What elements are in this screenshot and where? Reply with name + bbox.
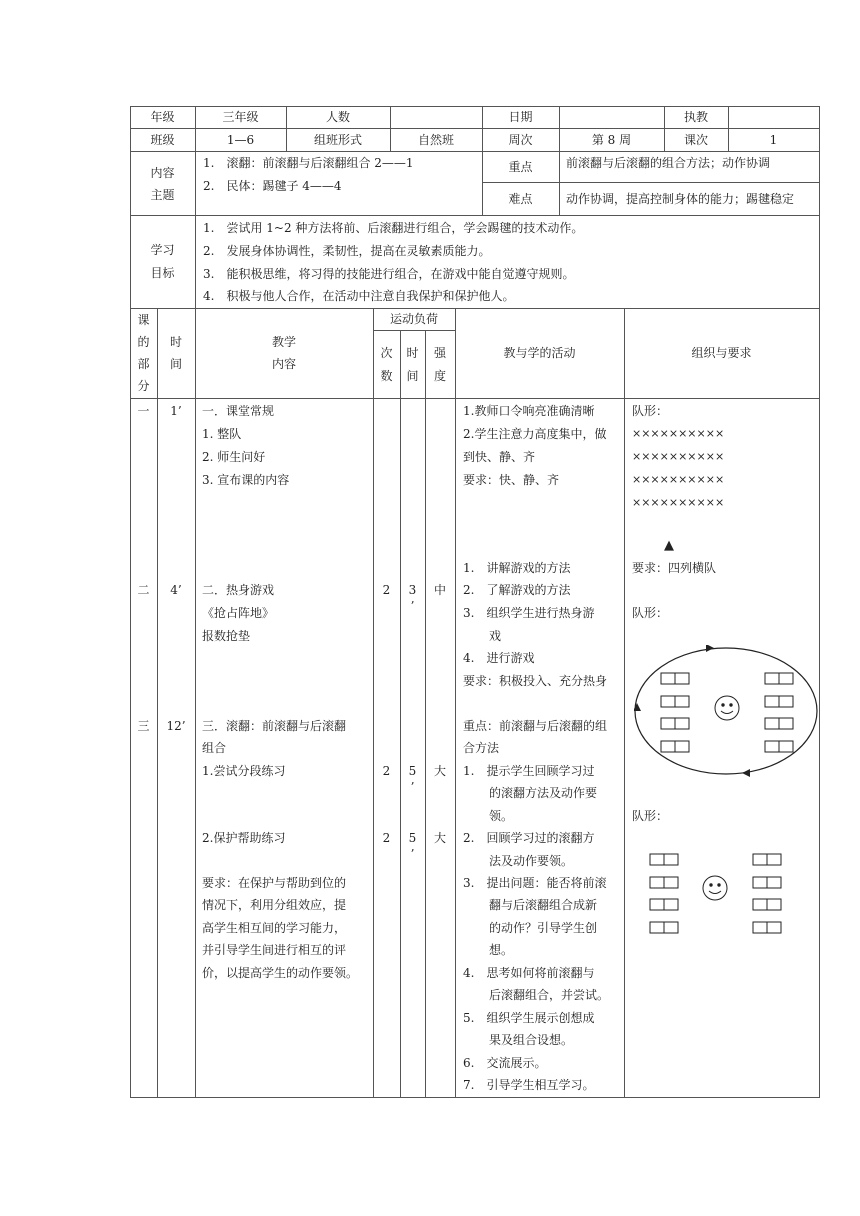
org-label: 组班形式 [313, 133, 362, 147]
load-intensity: 大 [433, 764, 446, 778]
content-item: 1. 滚翻：前滚翻与后滚翻组合 2——1 [203, 156, 414, 170]
goal-item: 4. 积极与他人合作，在活动中注意自我保护和保护他人。 [203, 289, 515, 303]
grade-value: 三年级 [222, 110, 259, 124]
activity-line: 的动作？引导学生创 [489, 921, 598, 935]
load-duration: 5 [408, 764, 417, 778]
load-duration-mark: ’ [410, 847, 415, 861]
activity-line: 5. 组织学生展示创想成 [463, 1011, 595, 1025]
col-part: 的 [137, 335, 150, 349]
activity-line: 果及组合设想。 [489, 1033, 574, 1047]
group-formation-diagram [646, 850, 786, 940]
col-load: 运动负荷 [389, 312, 438, 326]
col-load-time: 间 [406, 369, 419, 383]
col-content: 内容 [271, 357, 296, 371]
rule [157, 308, 158, 1098]
col-load-time: 时 [406, 346, 419, 360]
col-part: 分 [137, 379, 150, 393]
section-time: 12’ [166, 719, 186, 733]
content-label: 内容 [150, 166, 175, 180]
mat-group-right [765, 673, 793, 752]
rule [455, 308, 456, 1098]
mat-group-left [661, 673, 689, 752]
load-duration: 5 [408, 831, 417, 845]
activity-line: 合方法 [463, 741, 500, 755]
difficulty-value: 动作协调，提高控制身体的能力；踢毽稳定 [566, 192, 795, 206]
circle-formation-diagram [634, 645, 820, 777]
formation-row: ×××××××××× [632, 427, 725, 440]
section-part: 二 [137, 583, 150, 597]
activity-line: 到快、静、齐 [463, 450, 536, 464]
section-content: 三．滚翻：前滚翻与后滚翻 [202, 719, 347, 733]
section-content: 报数抢垫 [202, 629, 251, 643]
activity-line: 2. 了解游戏的方法 [463, 583, 571, 597]
formation-label: 队形： [632, 809, 669, 823]
activity-line: 2. 回顾学习过的滚翻方 [463, 831, 595, 845]
teacher-label: 执教 [683, 110, 708, 124]
goals-label: 目标 [150, 266, 175, 280]
col-load-count: 次 [380, 346, 393, 360]
formation-requirement: 要求：四列横队 [632, 561, 717, 575]
key-point-label: 重点 [508, 160, 533, 174]
col-content: 教学 [271, 335, 296, 349]
activity-line: 6. 交流展示。 [463, 1056, 547, 1070]
formation-row: ×××××××××× [632, 496, 725, 509]
rule [195, 151, 196, 1098]
activity-line: 4. 思考如何将前滚翻与 [463, 966, 595, 980]
rule [559, 106, 560, 215]
load-count: 2 [382, 764, 391, 778]
col-load-intensity: 强 [433, 346, 446, 360]
activity-line: 要求：快、静、齐 [463, 473, 560, 487]
difficulty-label: 难点 [508, 192, 533, 206]
rule [130, 128, 820, 129]
week-value: 第 8 周 [591, 133, 632, 147]
rule [130, 106, 820, 107]
rule [130, 151, 820, 152]
date-label: 日期 [508, 110, 533, 124]
col-time: 间 [169, 357, 182, 371]
rule [624, 308, 625, 1098]
section-content: 二．热身游戏 [202, 583, 275, 597]
activity-line: 的滚翻方法及动作要 [489, 786, 598, 800]
section-content: 1. 整队 [202, 427, 242, 441]
load-count: 2 [382, 831, 391, 845]
col-time: 时 [169, 335, 182, 349]
col-part: 课 [137, 313, 150, 327]
formation-label: 队形： [632, 404, 669, 418]
load-intensity: 中 [433, 583, 446, 597]
section-content: 1.尝试分段练习 [202, 764, 286, 778]
load-duration-mark: ’ [410, 599, 415, 613]
load-intensity: 大 [433, 831, 446, 845]
activity-line: 戏 [489, 629, 502, 643]
section-content: 组合 [202, 741, 227, 755]
col-org: 组织与要求 [691, 346, 752, 360]
formation-label: 队形： [632, 606, 669, 620]
goal-item: 3. 能积极思维，将习得的技能进行组合，在游戏中能自觉遵守规则。 [203, 267, 575, 281]
lesson-value: 1 [769, 133, 778, 147]
count-label: 人数 [325, 110, 350, 124]
rule [425, 330, 426, 1098]
class-value: 1—6 [226, 133, 255, 147]
requirement-line: 并引导学生间进行相互的评 [202, 943, 347, 957]
load-count: 2 [382, 583, 391, 597]
arrow-top-icon [706, 645, 714, 652]
triangle-icon: ▲ [664, 538, 674, 553]
rule [373, 308, 374, 1098]
mat-group-right [753, 854, 781, 933]
formation-row: ×××××××××× [632, 450, 725, 463]
mat-group-left [650, 854, 678, 933]
rule [400, 330, 401, 1098]
week-label: 周次 [508, 133, 533, 147]
section-content: 一．课堂常规 [202, 404, 275, 418]
requirement-line: 情况下，利用分组效应，提 [202, 898, 347, 912]
arrow-bottom-icon [742, 769, 750, 777]
section-part: 三 [137, 719, 150, 733]
grade-label: 年级 [150, 110, 175, 124]
section-content: 2.保护帮助练习 [202, 831, 286, 845]
rule [819, 106, 820, 1098]
activity-line: 法及动作要领。 [489, 854, 574, 868]
rule [130, 215, 820, 216]
col-load-count: 数 [380, 369, 393, 383]
goal-item: 1. 尝试用 1~2 种方法将前、后滚翻进行组合，学会踢毽的技术动作。 [203, 221, 584, 235]
activity-line: 重点：前滚翻与后滚翻的组 [463, 719, 608, 733]
rule [130, 398, 820, 399]
section-content: 3. 宣布课的内容 [202, 473, 290, 487]
requirement-line: 高学生相互间的学习能力， [202, 921, 347, 935]
activity-line: 翻与后滚翻组合成新 [489, 898, 598, 912]
activity-line: 2.学生注意力高度集中，做 [463, 427, 607, 441]
requirement-line: 价，以提高学生的动作要领。 [202, 966, 359, 980]
activity-line: 领。 [489, 809, 514, 823]
activity-line: 想。 [489, 943, 514, 957]
activity-line: 3. 组织学生进行热身游 [463, 606, 595, 620]
section-content: 《抢占阵地》 [202, 606, 275, 620]
content-item: 2. 民体：踢毽子 4——4 [203, 179, 342, 193]
org-value: 自然班 [417, 133, 454, 147]
section-time: 4’ [170, 583, 182, 597]
activity-line: 要求：积极投入、充分热身 [463, 674, 608, 688]
theme-label: 主题 [150, 188, 175, 202]
activity-line: 后滚翻组合，并尝试。 [489, 988, 610, 1002]
activity-line: 1. 提示学生回顾学习过 [463, 764, 595, 778]
col-part: 部 [137, 357, 150, 371]
activity-line: 4. 进行游戏 [463, 651, 535, 665]
load-duration: 3 [408, 583, 417, 597]
col-activity: 教与学的活动 [503, 346, 576, 360]
requirement-line: 要求：在保护与帮助到位的 [202, 876, 347, 890]
activity-line: 3. 提出问题：能否将前滚 [463, 876, 607, 890]
class-label: 班级 [150, 133, 175, 147]
smiley-icon [715, 696, 739, 720]
lesson-label: 课次 [683, 133, 708, 147]
key-point-value: 前滚翻与后滚翻的组合方法；动作协调 [566, 156, 771, 170]
load-duration-mark: ’ [410, 780, 415, 794]
rule [373, 330, 455, 331]
activity-line: 1.教师口令响亮准确清晰 [463, 404, 595, 418]
activity-line: 1. 讲解游戏的方法 [463, 561, 571, 575]
rule [130, 1097, 820, 1098]
activity-line: 7. 引导学生相互学习。 [463, 1078, 595, 1092]
smiley-icon [703, 876, 727, 900]
goal-item: 2. 发展身体协调性，柔韧性，提高在灵敏素质能力。 [203, 244, 491, 258]
formation-row: ×××××××××× [632, 473, 725, 486]
goals-label: 学习 [150, 243, 175, 257]
section-part: 一 [137, 404, 150, 418]
rule [130, 308, 820, 309]
col-load-intensity: 度 [433, 369, 446, 383]
circle-path [635, 648, 817, 774]
section-time: 1’ [170, 404, 182, 418]
rule [482, 182, 820, 183]
section-content: 2. 师生问好 [202, 450, 266, 464]
